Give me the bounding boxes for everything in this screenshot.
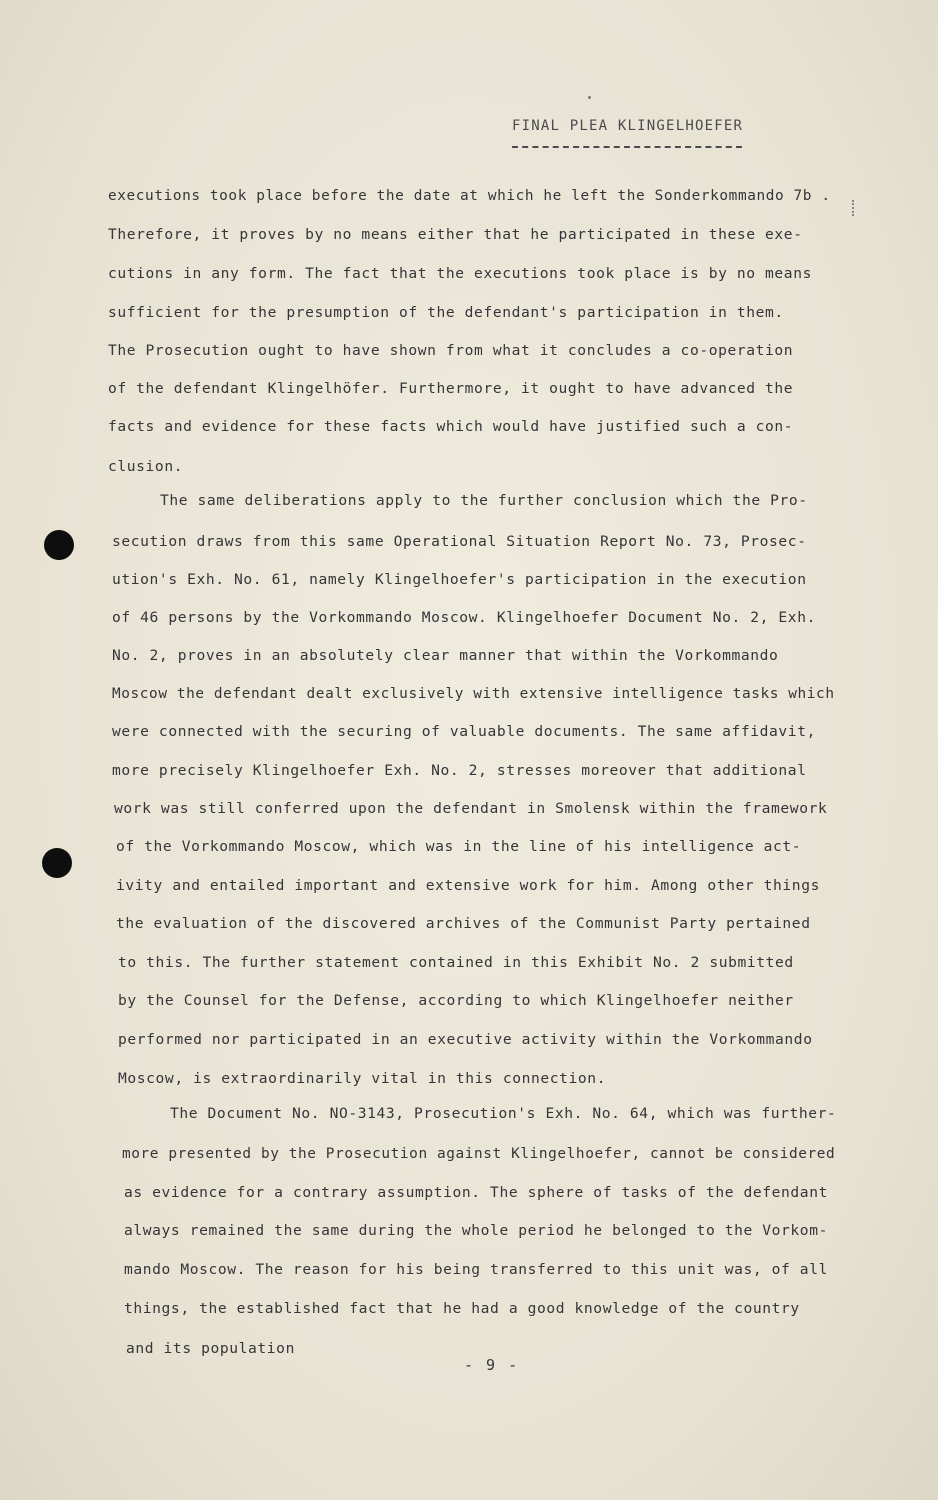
text-line: Therefore, it proves by no means either that he participated in these exe-	[108, 226, 803, 243]
text-line: secution draws from this same Operational Situation Report No. 73, Prosec-	[112, 533, 807, 550]
text-line: to this. The further statement contained in this Exhibit No. 2 submitted	[118, 954, 794, 971]
text-line: of the defendant Klingelhöfer. Furthermore, it ought to have advanced the	[108, 380, 794, 397]
text-line: The Prosecution ought to have shown from what it concludes a co-operation	[108, 342, 794, 359]
ink-speck	[588, 96, 591, 99]
text-line: by the Counsel for the Defense, according to which Klingelhoefer neither	[118, 992, 794, 1009]
text-line: the evaluation of the discovered archives of the Communist Party pertained	[116, 915, 811, 932]
text-line: and its population	[126, 1340, 295, 1357]
text-line: facts and evidence for these facts which would have justified such a con-	[108, 418, 794, 435]
margin-mark	[852, 200, 856, 216]
text-line: were connected with the securing of valuable documents. The same affidavit,	[112, 723, 816, 740]
text-line: work was still conferred upon the defendant in Smolensk within the framework	[114, 800, 828, 817]
text-line: mando Moscow. The reason for his being transferred to this unit was, of all	[124, 1261, 828, 1278]
page-header-title: FINAL PLEA KLINGELHOEFER	[512, 118, 744, 134]
text-line: No. 2, proves in an absolutely clear manner that within the Vorkommando	[112, 647, 779, 664]
text-line: ution's Exh. No. 61, namely Klingelhoefer's participation in the execution	[112, 571, 807, 588]
text-line: performed nor participated in an executive activity within the Vorkommando	[118, 1031, 813, 1048]
text-line: The same deliberations apply to the further conclusion which the Pro-	[160, 492, 808, 509]
text-line: Moscow the defendant dealt exclusively with extensive intelligence tasks which	[112, 686, 835, 702]
text-line: of 46 persons by the Vorkommando Moscow. Klingelhoefer Document No. 2, Exh.	[112, 609, 816, 626]
text-line: cutions in any form. The fact that the executions took place is by no means	[108, 265, 812, 282]
header-underline	[512, 146, 742, 148]
text-line: The Document No. NO-3143, Prosecution's Exh. No. 64, which was further-	[170, 1105, 837, 1122]
text-line: sufficient for the presumption of the defendant's participation in them.	[108, 304, 784, 321]
text-line: clusion.	[108, 458, 184, 475]
punch-hole-lower	[42, 848, 72, 878]
text-line: as evidence for a contrary assumption. The sphere of tasks of the defendant	[124, 1184, 828, 1201]
punch-hole-upper	[44, 530, 74, 560]
text-line: executions took place before the date at which he left the Sonderkommando 7b .	[108, 188, 831, 204]
text-line: things, the established fact that he had a good knowledge of the country	[124, 1300, 800, 1317]
text-line: of the Vorkommando Moscow, which was in the line of his intelligence act-	[116, 838, 802, 855]
page-number: - 9 -	[464, 1356, 520, 1374]
text-line: ivity and entailed important and extensive work for him. Among other things	[116, 877, 820, 894]
text-line: Moscow, is extraordinarily vital in this connection.	[118, 1070, 607, 1087]
text-line: more precisely Klingelhoefer Exh. No. 2, stresses moreover that additional	[112, 762, 807, 779]
text-line: more presented by the Prosecution against Klingelhoefer, cannot be considered	[122, 1146, 836, 1162]
text-line: always remained the same during the whole period he belonged to the Vorkom-	[124, 1222, 828, 1239]
